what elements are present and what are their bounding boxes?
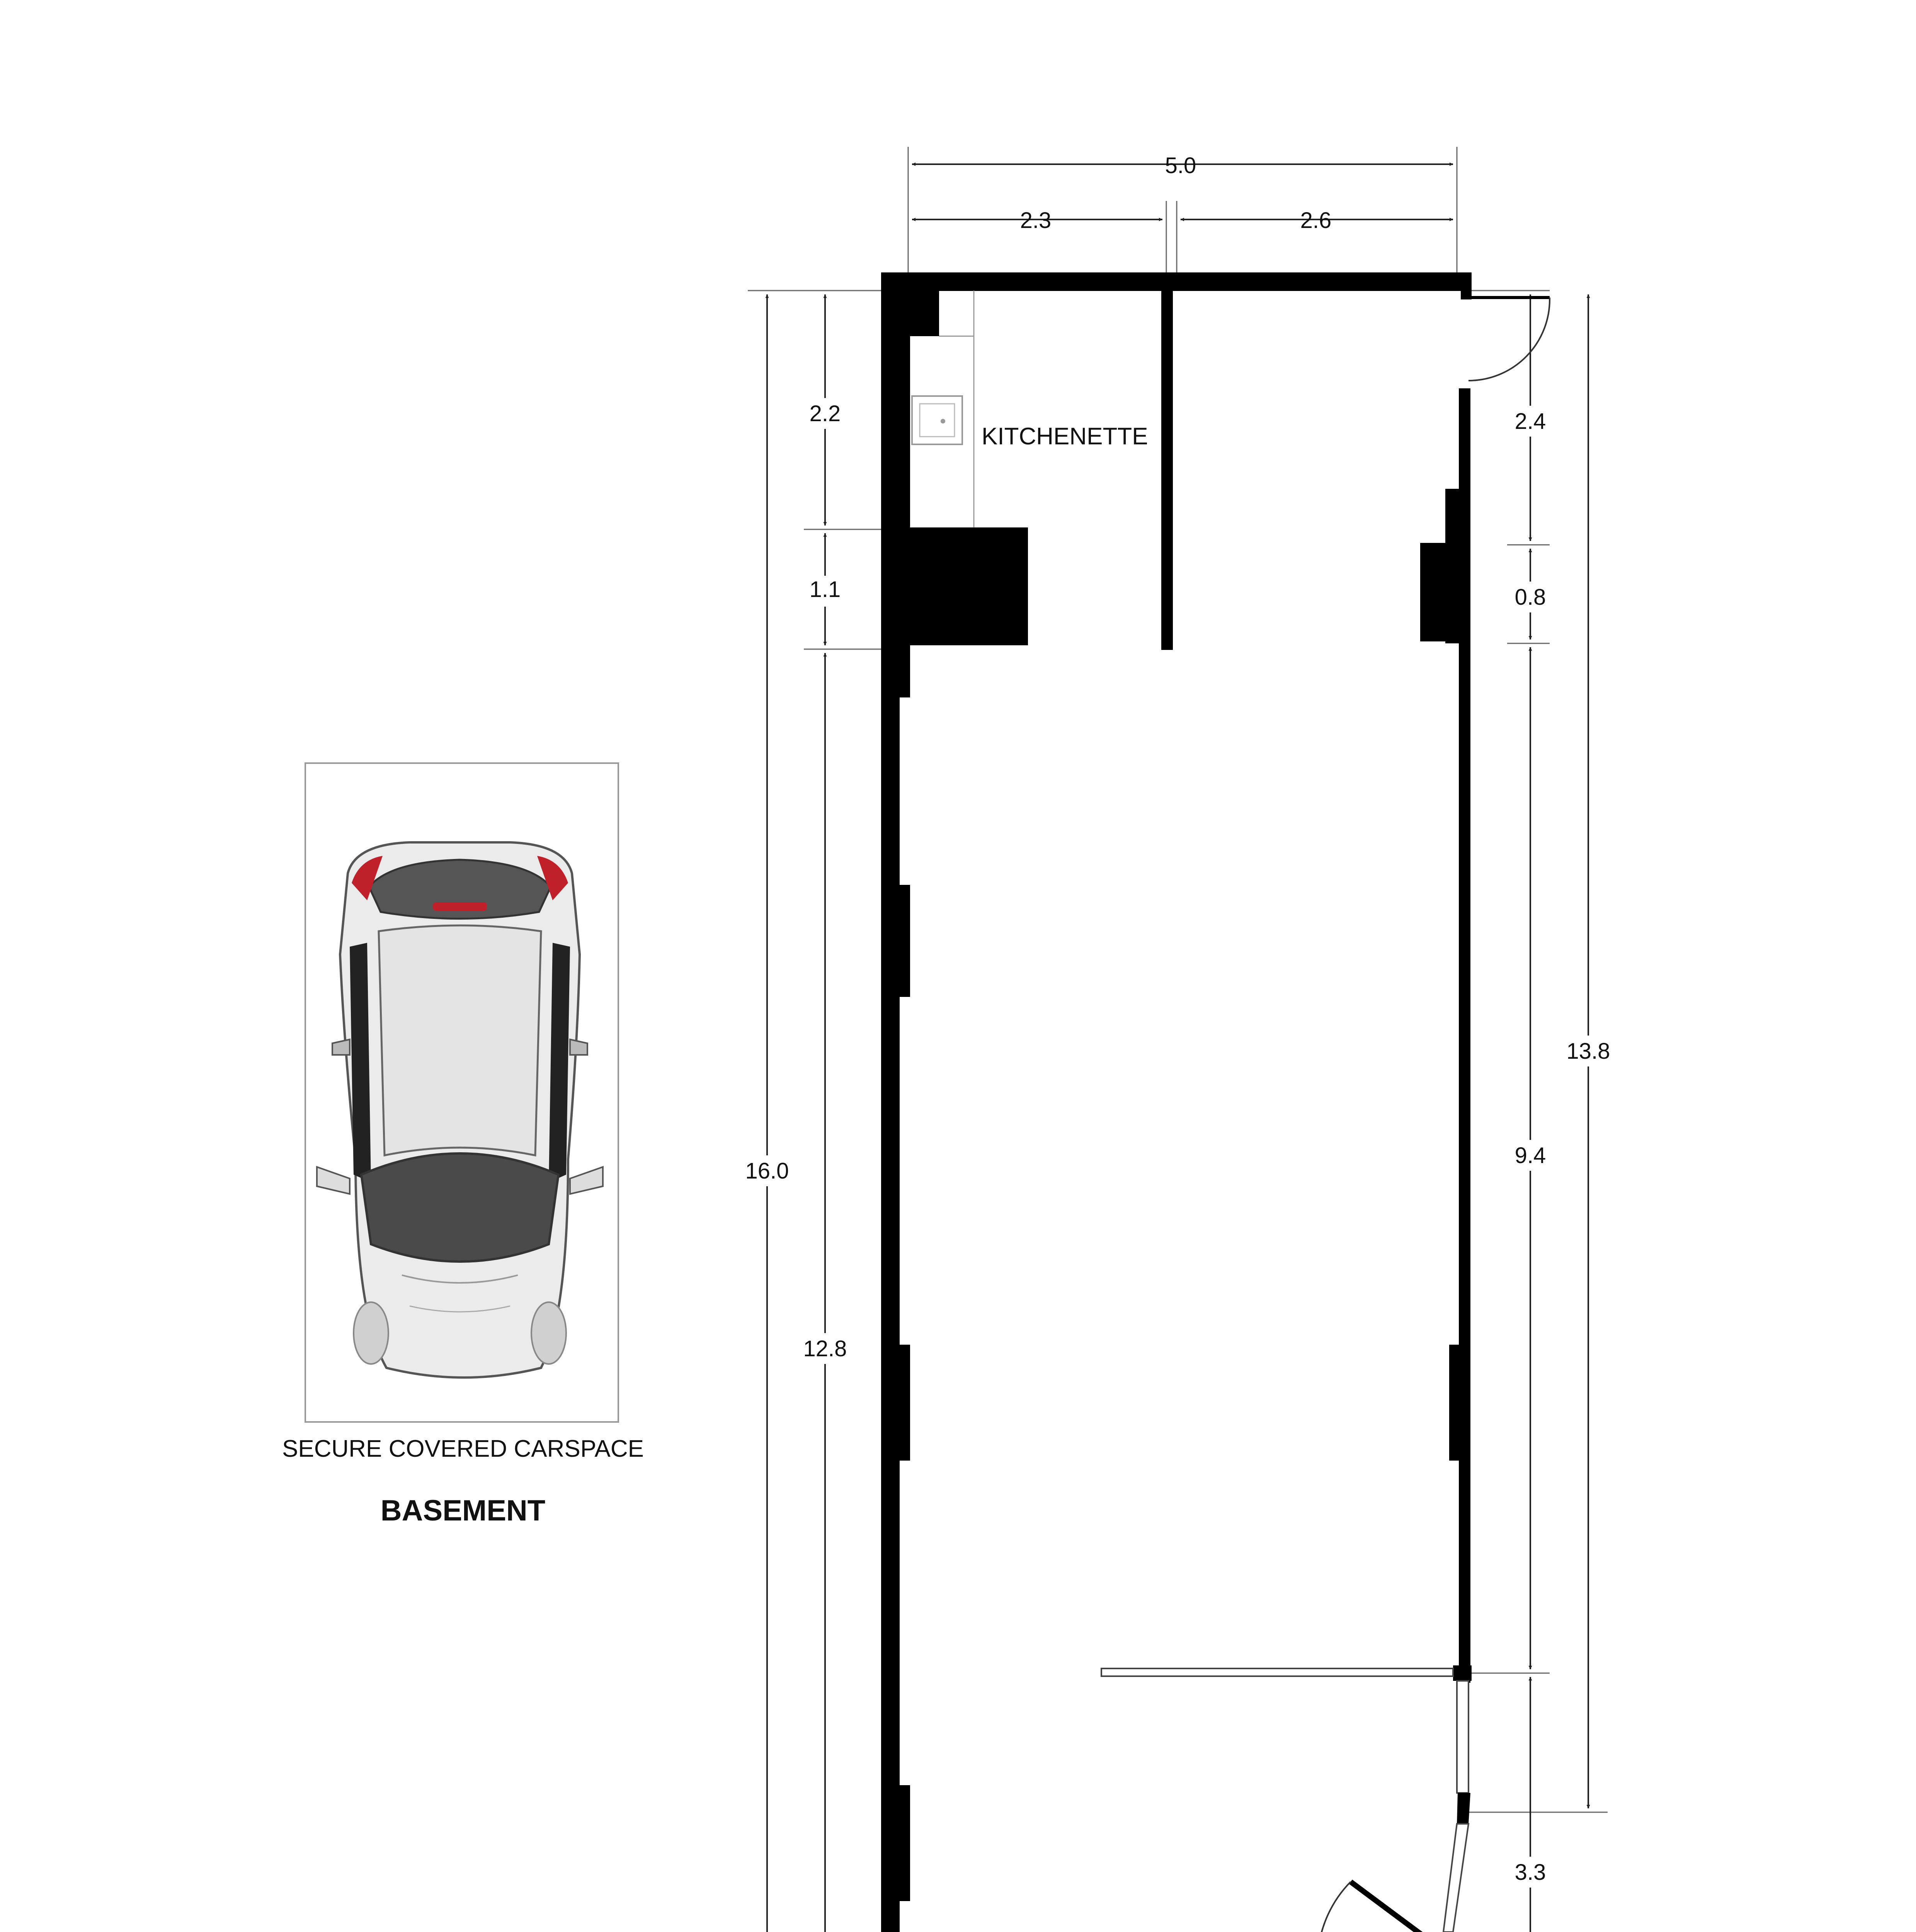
left-dimensions	[744, 291, 885, 1932]
dim-left-upper: 2.2	[809, 401, 841, 426]
dim-top-left: 2.3	[1020, 208, 1052, 233]
top-dimensions	[908, 147, 1457, 278]
dim-left-lower: 12.8	[803, 1336, 847, 1361]
dim-right-lower: 9.4	[1514, 1143, 1546, 1168]
level-1-walls	[881, 272, 1550, 1932]
room-label-kitchenette: KITCHENETTE	[982, 423, 1148, 450]
right-dimensions	[1468, 291, 1615, 1932]
dim-right-entry: 3.3	[1514, 1860, 1546, 1885]
dim-left-mid: 1.1	[809, 577, 841, 602]
dim-top-right: 2.6	[1300, 208, 1332, 233]
dim-right-mid: 0.8	[1514, 585, 1546, 610]
dim-right-outer: 13.8	[1566, 1039, 1610, 1064]
dim-right-upper: 2.4	[1514, 409, 1546, 434]
basement-label: BASEMENT	[380, 1494, 546, 1527]
basement-carspace	[282, 763, 644, 1527]
dim-top-total: 5.0	[1165, 153, 1196, 178]
dim-left-outer: 16.0	[745, 1158, 789, 1184]
basement-caption: SECURE COVERED CARSPACE	[282, 1435, 644, 1462]
